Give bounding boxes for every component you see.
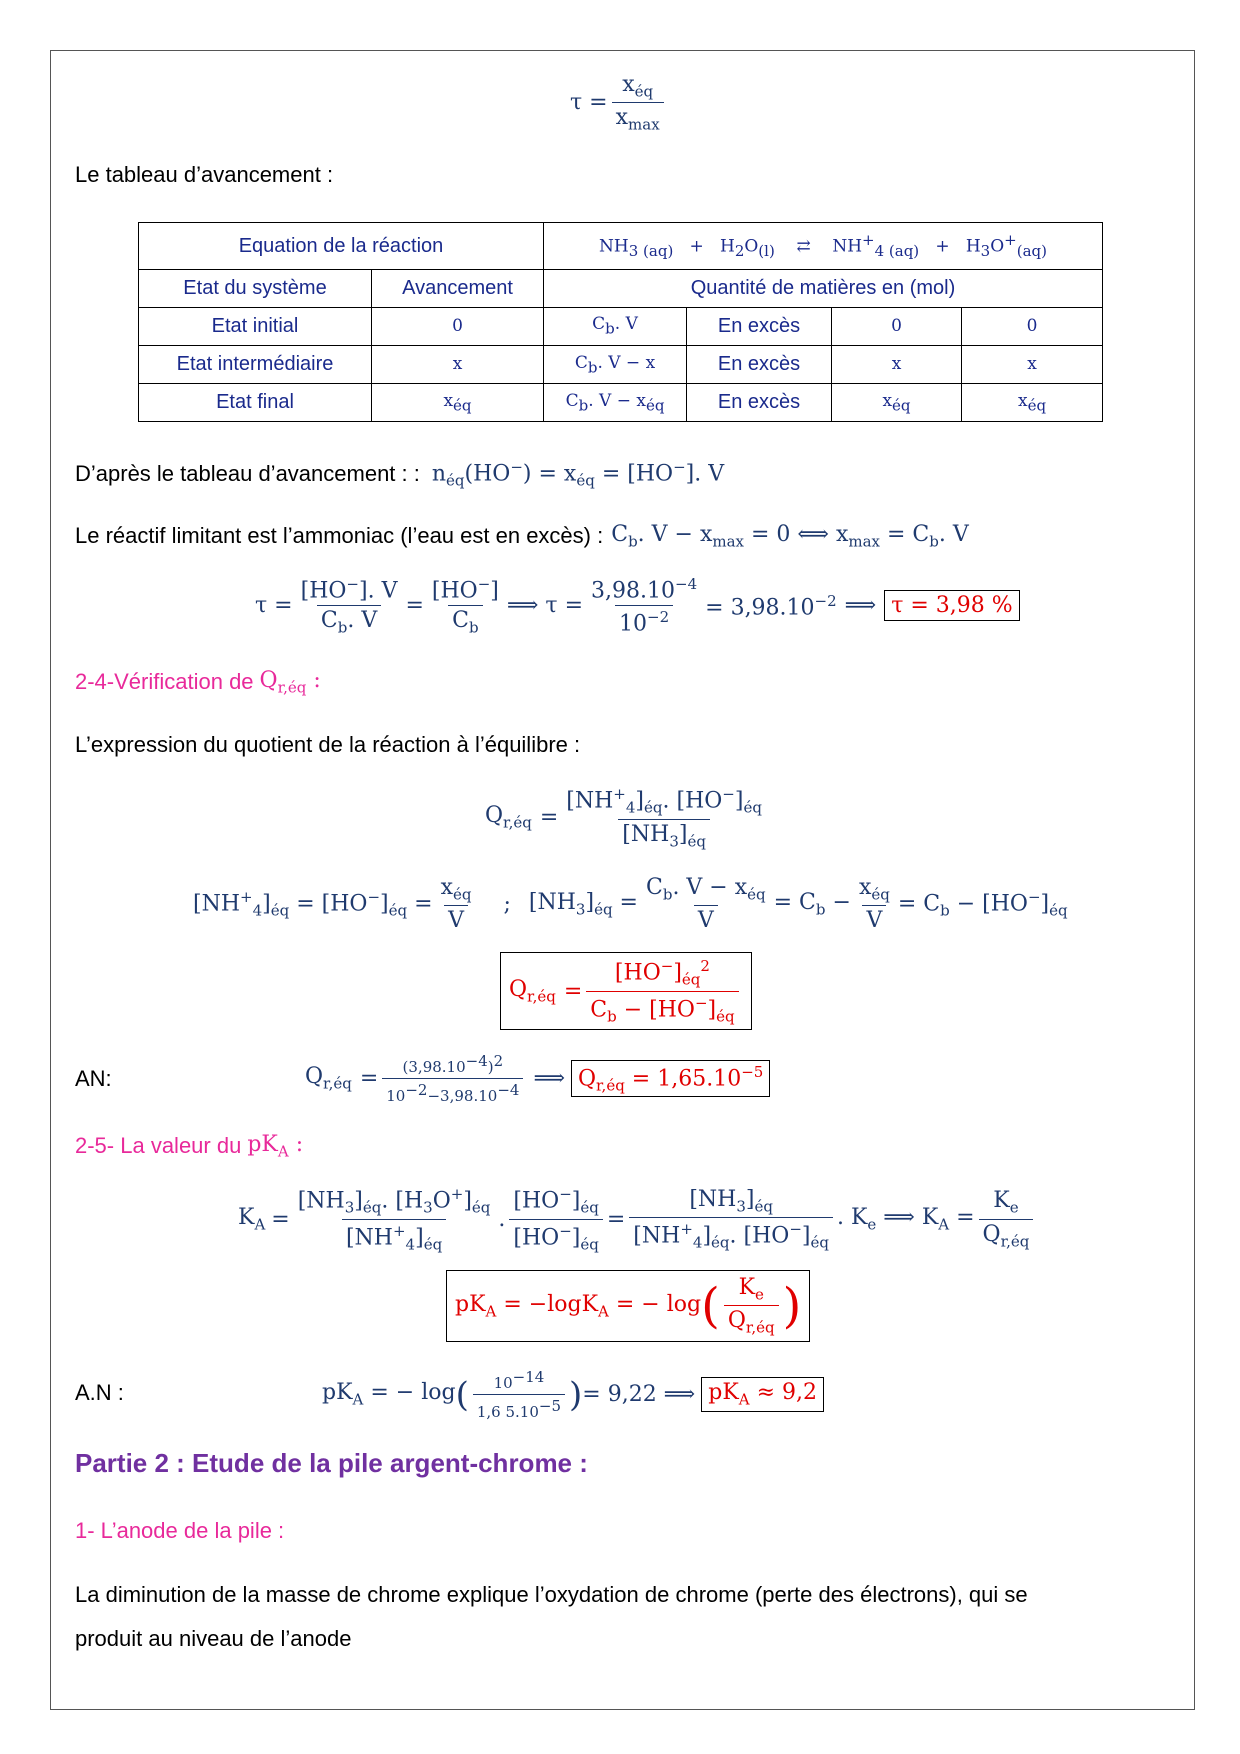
table-row-header [139,270,1103,308]
quantity-cell: $x_{éq}$ [962,383,1103,421]
quotient-numeric-application: $Q_{r,éq}$ = $\frac{(3,98.10^{-4})^2}{10^{-2}-3,98.10^{-4}}$ ⟹ $Q_{r,éq} = 1,65.10^{-5}$ [305,1052,770,1105]
equation-cell: $NH_{3 (aq)}$ + $H_2O_{(l)}$ ⇄ $NH^+_{4 (aq)}$ + $H_3O^+_{(aq)}$ [544,223,1103,270]
table-row [139,345,1103,383]
advance-cell: x [372,345,544,383]
quantity-cell: $C_b$. V [544,307,687,345]
state-cell: Etat intermédiaire [139,345,372,383]
advance-cell: $x_{éq}$ [372,383,544,421]
quantity-cell: $x_{éq}$ [832,383,962,421]
limiting-reagent-line: Le réactif limitant est l’ammoniac (l’eau est en excès) : $C_b$. $V - x_{max} = 0$ ⟺ $x_{max} = C_b$. V [75,522,969,551]
equilibrium-relation-line: D’après le tableau d’avancement : : $n_{éq}(HO^-) = x_{éq} = [HO^-]$. V [75,458,725,490]
section-2-4-heading: 2-4-Vérification de $Q_{r,éq}$ : [75,668,321,697]
limiting-reagent-math: $C_b$. $V - x_{max} = 0$ ⟺ $x_{max} = C_b$. V [611,522,969,551]
table-intro-label: Le tableau d’avancement : [75,162,334,187]
table-row [139,307,1103,345]
quotient-formula-box: $Q_{r,éq}$ = $\frac{[HO^-]_{éq}^2}{C_b - [HO^-]_{éq}}$ [500,952,752,1030]
quantity-cell: En excès [687,307,832,345]
anode-paragraph-line-2: produit au niveau de l’anode [75,1626,352,1651]
tau-definition: τ = $\frac{x_{éq}}{x_{max}}$ [570,72,668,134]
advancement-table [138,222,1103,422]
quantity-cell: $C_b$. V − x [544,345,687,383]
quantity-cell: En excès [687,345,832,383]
tau-result-box: τ = 3,98 % [884,590,1019,621]
pka-numeric-application: $pK_A$ = − log ( $\frac{10^{-14}}{1,6 5.10^{-5}}$ ) = 9,22 ⟹ $pK_A \approx 9,2$ [322,1368,824,1421]
quotient-expression-label: L’expression du quotient de la réaction à l’équilibre : [75,732,581,757]
an-label-pka: A.N : [75,1380,124,1405]
part-2-title: Partie 2 : Etude de la pile argent-chrome : [75,1448,588,1478]
quotient-result-box: $Q_{r,éq} = 1,65.10^{-5}$ [571,1060,770,1098]
col-quantity-header: Quantité de matières en (mol) [544,270,1103,308]
quotient-definition: $Q_{r,éq}$ = $\frac{[NH^+_4]_{éq}. [HO^-]_{éq}}{[NH_3]_{éq}}$ [485,785,762,851]
advance-cell: 0 [372,307,544,345]
table-row-equation [139,223,1103,270]
tau-calculation: τ = $\frac{[HO^-]. V}{C_b. V}$ = $\frac{[HO^-]}{C_b}$ ⟹ τ = $\frac{3,98.10^{-4}}{10^{-2}}$ = $3,98.10^{-2}$ ⟹ τ = 3,98 % [255,575,1020,637]
anode-paragraph-line-1: La diminution de la masse de chrome explique l’oxydation de chrome (perte des électrons), qui se [75,1582,1028,1607]
quantity-cell: $C_b$. $V - x_{éq}$ [544,383,687,421]
col-state-header: Etat du système [139,270,372,308]
equilibrium-relation-math: $n_{éq}(HO^-) = x_{éq} = [HO^-]$. V [431,458,725,490]
ka-expression: $K_A$ = $\frac{[NH_3]_{éq}. [H_3O^+]_{éq}}{[NH^+_4]_{éq}}$ . $\frac{[HO^-]_{éq}}{[HO^-]_{éq}}$ = $\frac{[NH_3]_{éq}}{[NH^+_4]_{éq}. [HO^-]_{éq}}$ . $K_e$ ⟹ $K_A$ = $\frac{K_e}{Q_{r,éq}}$ [238,1185,1037,1253]
pka-formula-box: $pK_A = -\log K_A$ = − log ( $\frac{K_e}{Q_{r,éq}}$ ) [446,1270,810,1342]
quantity-cell: x [832,345,962,383]
quantity-cell: 0 [962,307,1103,345]
quantity-cell: 0 [832,307,962,345]
an-label: AN: [75,1066,112,1091]
section-2-5-heading: 2-5- La valeur du $pK_A$ : [75,1132,304,1161]
concentration-relations: $[NH^+_4]_{éq} = [HO^-]_{éq}$ = $\frac{x_{éq}}{V}$ ; $[NH_3]_{éq}$ = $\frac{C_b. V - x_{éq}}{V}$ = $C_b$ − $\frac{x_{éq}}{V}$ = $C_b - [HO^-]_{éq}$ [193,875,1068,934]
col-advance-header: Avancement [372,270,544,308]
anode-subheading: 1- L’anode de la pile : [75,1518,285,1543]
pka-result-box: $pK_A \approx 9,2$ [701,1377,824,1411]
quantity-cell: En excès [687,383,832,421]
quantity-cell: x [962,345,1103,383]
equation-label-cell: Equation de la réaction [139,223,544,270]
table-row [139,383,1103,421]
state-cell: Etat final [139,383,372,421]
state-cell: Etat initial [139,307,372,345]
